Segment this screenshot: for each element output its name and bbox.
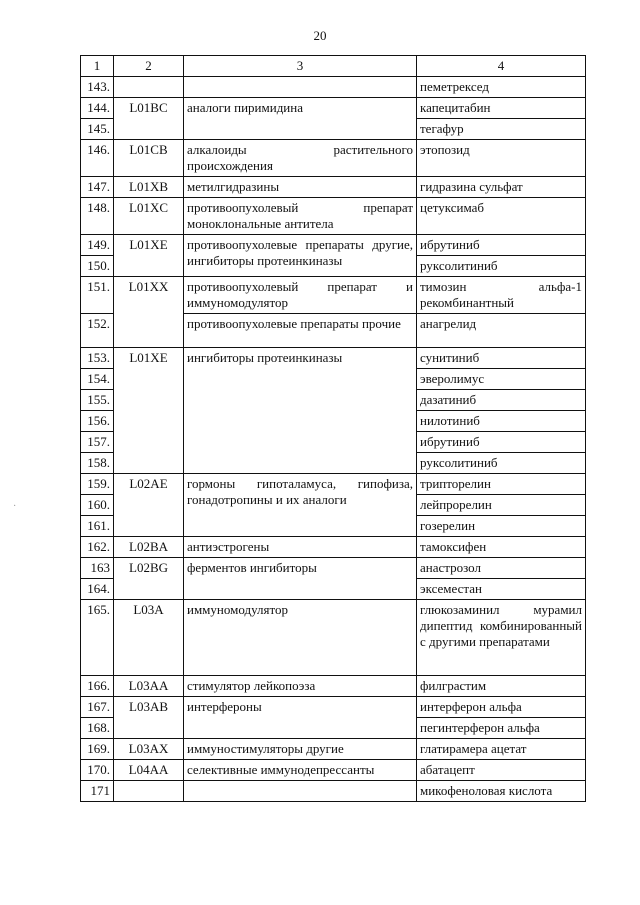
drug-name: глатирамера ацетат bbox=[417, 739, 586, 760]
group-description: ферментов ингибиторы bbox=[184, 558, 417, 600]
group-description: ингибиторы протеинкиназы bbox=[184, 348, 417, 474]
table-row bbox=[81, 558, 586, 579]
header-col-1: 1 bbox=[81, 56, 114, 77]
row-number: 160. bbox=[81, 495, 114, 516]
table-header-row bbox=[81, 56, 586, 77]
atc-code bbox=[114, 781, 184, 802]
drug-name: ибрутиниб bbox=[417, 235, 586, 256]
drug-name: эксеместан bbox=[417, 579, 586, 600]
header-col-3: 3 bbox=[184, 56, 417, 77]
atc-code: L01BC bbox=[114, 98, 184, 140]
atc-code: L02AE bbox=[114, 474, 184, 537]
row-number: 143. bbox=[81, 77, 114, 98]
atc-code: L01XE bbox=[114, 348, 184, 474]
group-description: интерфероны bbox=[184, 697, 417, 739]
table-row bbox=[81, 177, 586, 198]
drug-name: анастрозол bbox=[417, 558, 586, 579]
table-row bbox=[81, 277, 586, 314]
drug-name: сунитиниб bbox=[417, 348, 586, 369]
row-number: 146. bbox=[81, 140, 114, 177]
table-row bbox=[81, 474, 586, 495]
row-number: 164. bbox=[81, 579, 114, 600]
table-row bbox=[81, 348, 586, 369]
row-number: 148. bbox=[81, 198, 114, 235]
drug-name: нилотиниб bbox=[417, 411, 586, 432]
atc-code: L01XC bbox=[114, 198, 184, 235]
row-number: 169. bbox=[81, 739, 114, 760]
table-row bbox=[81, 98, 586, 119]
page-number: 20 bbox=[313, 28, 327, 43]
drug-name: гозерелин bbox=[417, 516, 586, 537]
atc-code: L03AA bbox=[114, 676, 184, 697]
table-row bbox=[81, 537, 586, 558]
drug-name: тегафур bbox=[417, 119, 586, 140]
atc-code: L01XB bbox=[114, 177, 184, 198]
header-col-4: 4 bbox=[417, 56, 586, 77]
row-number: 144. bbox=[81, 98, 114, 119]
atc-code: L03A bbox=[114, 600, 184, 676]
row-number: 154. bbox=[81, 369, 114, 390]
row-number: 156. bbox=[81, 411, 114, 432]
row-number: 158. bbox=[81, 453, 114, 474]
atc-code: L03AB bbox=[114, 697, 184, 739]
row-number: 150. bbox=[81, 256, 114, 277]
row-number: 163 bbox=[81, 558, 114, 579]
drug-name: пегинтерферон альфа bbox=[417, 718, 586, 739]
table-row bbox=[81, 760, 586, 781]
group-description bbox=[184, 77, 417, 98]
margin-mark: · bbox=[13, 501, 17, 512]
table-row bbox=[81, 235, 586, 256]
drug-name: гидразина сульфат bbox=[417, 177, 586, 198]
row-number: 155. bbox=[81, 390, 114, 411]
group-description: алкалоиды растительного происхождения bbox=[184, 140, 417, 177]
group-description bbox=[184, 781, 417, 802]
group-description: противоопухолевый препарат и иммуномодулятор bbox=[184, 277, 417, 314]
group-description: антиэстрогены bbox=[184, 537, 417, 558]
row-number: 170. bbox=[81, 760, 114, 781]
header-col-2: 2 bbox=[114, 56, 184, 77]
table-row bbox=[81, 140, 586, 177]
drug-name: этопозид bbox=[417, 140, 586, 177]
table-row bbox=[81, 676, 586, 697]
group-description: селективные иммунодепрессанты bbox=[184, 760, 417, 781]
group-description: гормоны гипоталамуса, гипофиза, гонадотропины и их аналоги bbox=[184, 474, 417, 537]
drug-name: филграстим bbox=[417, 676, 586, 697]
row-number: 145. bbox=[81, 119, 114, 140]
atc-code: L04AA bbox=[114, 760, 184, 781]
atc-code: L03AX bbox=[114, 739, 184, 760]
group-description: противоопухолевый препарат моноклональные антитела bbox=[184, 198, 417, 235]
atc-code: L01XX bbox=[114, 277, 184, 348]
drug-name: дазатиниб bbox=[417, 390, 586, 411]
row-number: 162. bbox=[81, 537, 114, 558]
drug-name: интерферон альфа bbox=[417, 697, 586, 718]
drug-name: анагрелид bbox=[417, 314, 586, 348]
row-number: 149. bbox=[81, 235, 114, 256]
atc-code: L02BA bbox=[114, 537, 184, 558]
table-row bbox=[81, 739, 586, 760]
atc-code: L02BG bbox=[114, 558, 184, 600]
group-description: противоопухолевые препараты прочие bbox=[184, 314, 417, 348]
row-number: 152. bbox=[81, 314, 114, 348]
drug-name: тимозин альфа-1 рекомбинантный bbox=[417, 277, 586, 314]
group-description: иммуностимуляторы другие bbox=[184, 739, 417, 760]
drug-name: руксолитиниб bbox=[417, 256, 586, 277]
drug-name: лейпрорелин bbox=[417, 495, 586, 516]
drug-name: глюкозаминил мурамил дипептид комбинированный с другими препаратами bbox=[417, 600, 586, 676]
drug-table bbox=[80, 55, 586, 802]
row-number: 151. bbox=[81, 277, 114, 314]
row-number: 161. bbox=[81, 516, 114, 537]
drug-name: абатацепт bbox=[417, 760, 586, 781]
drug-name: ибрутиниб bbox=[417, 432, 586, 453]
drug-name: капецитабин bbox=[417, 98, 586, 119]
atc-code bbox=[114, 77, 184, 98]
table-row bbox=[81, 198, 586, 235]
drug-name: трипторелин bbox=[417, 474, 586, 495]
group-description: аналоги пиримидина bbox=[184, 98, 417, 140]
group-description: противоопухолевые препараты другие, ингибиторы протеинкиназы bbox=[184, 235, 417, 277]
drug-name: цетуксимаб bbox=[417, 198, 586, 235]
row-number: 168. bbox=[81, 718, 114, 739]
row-number: 157. bbox=[81, 432, 114, 453]
table-row bbox=[81, 697, 586, 718]
atc-code: L01XE bbox=[114, 235, 184, 277]
drug-name: эверолимус bbox=[417, 369, 586, 390]
group-description: метилгидразины bbox=[184, 177, 417, 198]
table-row bbox=[81, 77, 586, 98]
row-number: 166. bbox=[81, 676, 114, 697]
drug-name: тамоксифен bbox=[417, 537, 586, 558]
row-number: 165. bbox=[81, 600, 114, 676]
row-number: 147. bbox=[81, 177, 114, 198]
row-number: 171 bbox=[81, 781, 114, 802]
drug-name: руксолитиниб bbox=[417, 453, 586, 474]
table-row bbox=[81, 781, 586, 802]
group-description: стимулятор лейкопоэза bbox=[184, 676, 417, 697]
group-description: иммуномодулятор bbox=[184, 600, 417, 676]
drug-name: микофеноловая кислота bbox=[417, 781, 586, 802]
drug-name: пеметрексед bbox=[417, 77, 586, 98]
atc-code: L01CB bbox=[114, 140, 184, 177]
row-number: 159. bbox=[81, 474, 114, 495]
row-number: 153. bbox=[81, 348, 114, 369]
row-number: 167. bbox=[81, 697, 114, 718]
table-row bbox=[81, 600, 586, 676]
